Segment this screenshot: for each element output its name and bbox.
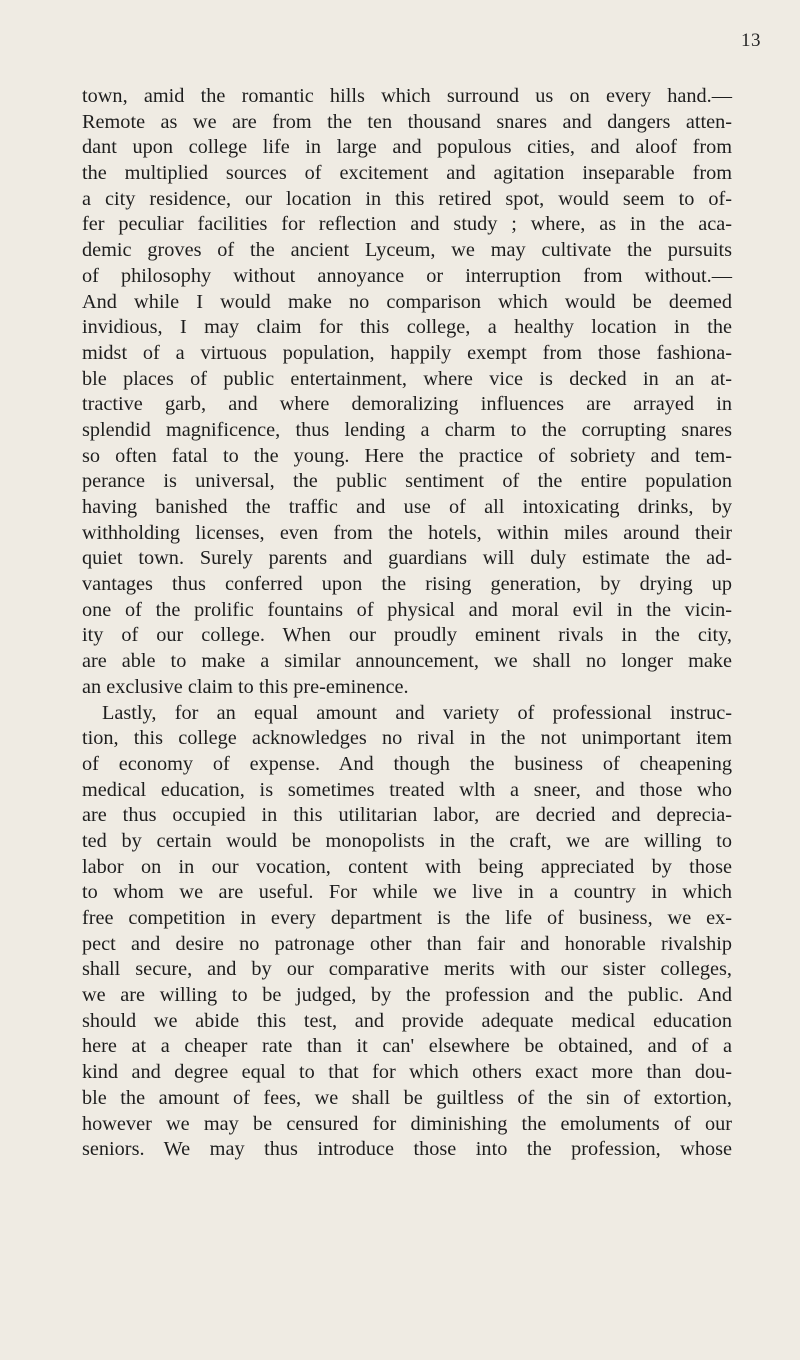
text-line: seniors. We may thus introduce those into the profession, whose [82, 1138, 732, 1161]
text-line: we are willing to be judged, by the profession and the public. And [82, 984, 732, 1007]
text-line: perance is universal, the public sentiment of the entire population [82, 470, 732, 493]
text-line: an exclusive claim to this pre-eminence. [82, 675, 409, 698]
text-line: ble the amount of fees, we shall be guiltless of the sin of extortion, [82, 1086, 732, 1109]
text-line: are able to make a similar announcement, we shall no longer make [82, 650, 732, 673]
text-line: medical education, is sometimes treated wlth a sneer, and those who [82, 778, 732, 801]
text-line: the multiplied sources of excitement and agitation inseparable from [82, 162, 732, 185]
text-line: so often fatal to the young. Here the practice of sobriety and tem- [82, 444, 732, 467]
text-line: splendid magnificence, thus lending a charm to the corrupting snares [82, 418, 732, 441]
text-line: are thus occupied in this utilitarian labor, are decried and deprecia- [82, 804, 732, 827]
text-line: Lastly, for an equal amount and variety of professional instruc- [102, 701, 732, 724]
text-line: ted by certain would be monopolists in the craft, we are willing to [82, 829, 732, 852]
text-line: of economy of expense. And though the business of cheapening [82, 752, 732, 775]
text-line: invidious, I may claim for this college, a healthy location in the [82, 316, 732, 339]
text-line: should we abide this test, and provide adequate medical education [82, 1009, 732, 1032]
text-line: town, amid the romantic hills which surround us on every hand.— [82, 85, 732, 107]
text-line: shall secure, and by our comparative merits with our sister colleges, [82, 958, 732, 981]
text-line: here at a cheaper rate than it can' elsewhere be obtained, and of a [82, 1035, 732, 1058]
text-line: demic groves of the ancient Lyceum, we may cultivate the pursuits [82, 239, 732, 262]
text-line: labor on in our vocation, content with being appreciated by those [82, 855, 732, 878]
text-line: pect and desire no patronage other than fair and honorable rivalship [82, 932, 732, 955]
text-line: tractive garb, and where demoralizing influences are arrayed in [82, 393, 732, 416]
text-line: to whom we are useful. For while we live in a country in which [82, 881, 732, 904]
text-line: dant upon college life in large and populous cities, and aloof from [82, 136, 732, 159]
text-line: however we may be censured for diminishing the emoluments of our [82, 1112, 732, 1135]
text-line: quiet town. Surely parents and guardians will duly estimate the ad- [82, 547, 732, 570]
text-line: ity of our college. When our proudly eminent rivals in the city, [82, 624, 732, 647]
page-number: 13 [741, 30, 761, 51]
text-line: having banished the traffic and use of all intoxicating drinks, by [82, 496, 732, 518]
text-line: free competition in every department is the life of business, we ex- [82, 907, 732, 929]
text-line: withholding licenses, even from the hotels, within miles around their [82, 521, 732, 544]
body-text [82, 84, 732, 1163]
text-line: Remote as we are from the ten thousand snares and dangers atten- [82, 110, 732, 133]
text-line: vantages thus conferred upon the rising generation, by drying up [82, 573, 732, 596]
text-line: ble places of public entertainment, where vice is decked in an at- [82, 367, 732, 390]
text-line: a city residence, our location in this retired spot, would seem to of- [82, 187, 732, 210]
text-line: And while I would make no comparison which would be deemed [82, 290, 732, 313]
text-line: kind and degree equal to that for which others exact more than dou- [82, 1061, 732, 1084]
text-line: midst of a virtuous population, happily exempt from those fashiona- [82, 341, 732, 364]
text-line: fer peculiar facilities for reflection and study ; where, as in the aca- [82, 213, 732, 236]
text-line: one of the prolific fountains of physical and moral evil in the vicin- [82, 598, 732, 621]
text-line: of philosophy without annoyance or interruption from without.— [82, 264, 732, 287]
text-line: tion, this college acknowledges no rival in the not unimportant item [82, 727, 732, 750]
